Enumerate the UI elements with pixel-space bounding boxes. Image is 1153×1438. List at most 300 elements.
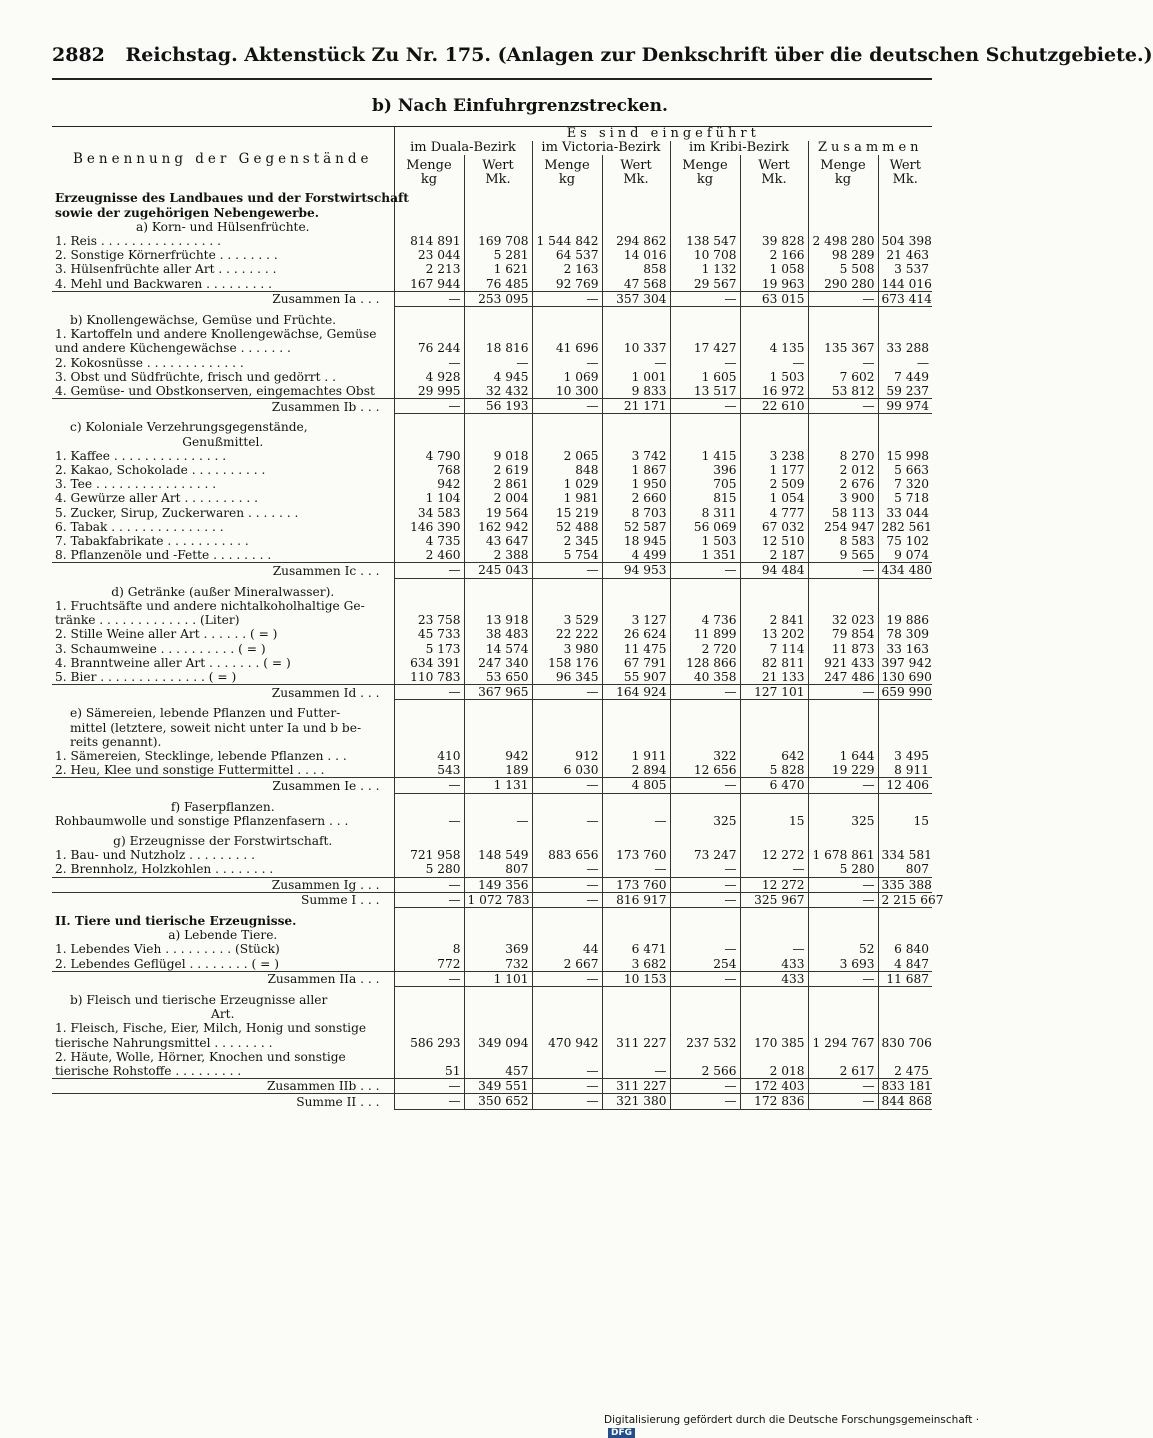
quantity-cell: 1 351 [670, 548, 740, 563]
quantity-cell [532, 327, 602, 341]
quantity-cell: 40 358 [670, 670, 740, 685]
value-cell [464, 721, 532, 735]
quantity-cell: 2 065 [532, 449, 602, 463]
value-cell [464, 993, 532, 1007]
quantity-cell [808, 599, 878, 613]
quantity-cell: 4 736 [670, 613, 740, 627]
value-cell [464, 420, 532, 434]
quantity-cell: — [808, 1079, 878, 1094]
quantity-cell: 58 113 [808, 506, 878, 520]
quantity-cell [532, 599, 602, 613]
value-cell: 247 340 [464, 656, 532, 670]
quantity-cell: — [808, 971, 878, 986]
quantity-cell [808, 928, 878, 942]
quantity-cell: — [808, 778, 878, 793]
quantity-cell: 32 023 [808, 613, 878, 627]
row-label: c) Koloniale Verzehrungsgegenstände, [70, 420, 308, 435]
district-header: im Victoria-Bezirk [532, 141, 670, 155]
value-cell: 367 965 [464, 685, 532, 700]
quantity-cell [394, 993, 464, 1007]
total-row [52, 563, 932, 578]
value-cell: 334 581 [878, 848, 932, 862]
quantity-cell: 768 [394, 463, 464, 477]
quantity-cell: — [670, 685, 740, 700]
value-cell: 2 894 [602, 763, 670, 778]
value-cell [602, 435, 670, 449]
quantity-cell: 5 280 [394, 862, 464, 877]
value-cell: 75 102 [878, 534, 932, 548]
value-cell: 1 911 [602, 749, 670, 763]
quantity-cell: — [808, 399, 878, 414]
row-label: a) Korn- und Hülsenfrüchte. [135, 219, 310, 234]
value-cell: 170 385 [740, 1036, 808, 1050]
quantity-cell: 2 163 [532, 262, 602, 276]
district-header: im Duala-Bezirk [394, 141, 532, 155]
quantity-cell: 10 708 [670, 248, 740, 262]
value-cell: 321 380 [602, 1094, 670, 1109]
value-cell [878, 993, 932, 1007]
quantity-cell: 815 [670, 491, 740, 505]
quantity-cell [808, 735, 878, 749]
value-cell: 3 127 [602, 613, 670, 627]
table-head-group-row [52, 127, 932, 142]
value-cell: 2 841 [740, 613, 808, 627]
value-cell: 12 510 [740, 534, 808, 548]
quantity-cell [532, 220, 602, 234]
table-row [52, 548, 932, 563]
quantity-cell: 13 517 [670, 384, 740, 399]
row-label: Erzeugnisse des Landbaues und der Forstwirtschaft [55, 191, 409, 206]
value-cell: 14 016 [602, 248, 670, 262]
row-label: 1. Kaffee . . . . . . . . . . . . . . . [55, 448, 227, 463]
section-heading-row [52, 585, 932, 599]
quantity-cell [808, 834, 878, 848]
value-cell [464, 313, 532, 327]
table-row [52, 1036, 932, 1050]
table-row [52, 942, 932, 956]
quantity-cell [808, 1050, 878, 1064]
value-cell: 173 760 [602, 877, 670, 892]
quantity-cell: 8 [394, 942, 464, 956]
kg-unit-label: kg [558, 172, 576, 188]
value-cell: 4 945 [464, 370, 532, 384]
value-cell: 2 660 [602, 491, 670, 505]
section-heading-row [52, 1007, 932, 1021]
value-cell [740, 993, 808, 1007]
quantity-cell [670, 191, 740, 205]
quantity-cell [808, 313, 878, 327]
quantity-cell: 3 900 [808, 491, 878, 505]
table-row [52, 862, 932, 877]
row-label: mittel (letztere, soweit nicht unter Ia und b be- [70, 720, 362, 735]
row-label: 1. Lebendes Vieh . . . . . . . . . (Stück) [55, 942, 280, 957]
quantity-cell: 51 [394, 1064, 464, 1079]
total-label: Zusammen Ig . . . [52, 877, 394, 892]
value-cell [878, 834, 932, 848]
quantity-cell: — [808, 1094, 878, 1109]
total-label: Summe I . . . [52, 892, 394, 907]
value-cell: 1 131 [464, 778, 532, 793]
total-label: Zusammen Id . . . [52, 685, 394, 700]
footer [604, 1414, 1000, 1438]
value-cell: 10 153 [602, 971, 670, 986]
table-row [52, 599, 932, 613]
value-cell: 8 703 [602, 506, 670, 520]
quantity-cell: 98 289 [808, 248, 878, 262]
import-table [52, 126, 944, 1110]
value-cell: 1 101 [464, 971, 532, 986]
value-cell [602, 191, 670, 205]
quantity-cell: — [532, 1079, 602, 1094]
section-heading-row [52, 706, 932, 720]
row-label: 1. Fruchtsäfte und andere nichtalkoholhaltige Ge- [55, 598, 365, 613]
quantity-cell: — [532, 563, 602, 578]
value-cell: 7 320 [878, 477, 932, 491]
quantity-cell: — [394, 778, 464, 793]
value-cell: 59 237 [878, 384, 932, 399]
quantity-cell: — [394, 814, 464, 828]
table-row [52, 384, 932, 399]
table-row [52, 749, 932, 763]
value-cell [878, 220, 932, 234]
district-header: Zusammen [808, 141, 932, 155]
quantity-cell: 814 891 [394, 234, 464, 248]
value-cell [878, 928, 932, 942]
value-cell: 9 074 [878, 548, 932, 563]
value-cell: 245 043 [464, 563, 532, 578]
quantity-cell [808, 220, 878, 234]
value-cell: 2 215 667 [878, 892, 932, 907]
row-label: 2. Lebendes Geflügel . . . . . . . . ( = ) [55, 956, 279, 971]
quantity-cell: — [394, 971, 464, 986]
quantity-cell [532, 1021, 602, 1035]
quantity-cell: — [670, 1094, 740, 1109]
value-cell: 5 718 [878, 491, 932, 505]
quantity-cell: 5 508 [808, 262, 878, 276]
value-cell: 33 044 [878, 506, 932, 520]
quantity-cell: — [532, 778, 602, 793]
value-cell: 22 610 [740, 399, 808, 414]
quantity-cell [394, 599, 464, 613]
value-cell [740, 834, 808, 848]
section-heading-row [52, 220, 932, 234]
quantity-cell: 45 733 [394, 627, 464, 641]
quantity-cell: 110 783 [394, 670, 464, 685]
value-cell [602, 914, 670, 928]
section-subtitle: b) Nach Einfuhrgrenzstrecken. [372, 96, 668, 116]
row-label: 1. Bau- und Nutzholz . . . . . . . . . [55, 848, 256, 863]
row-label: 2. Kokosnüsse . . . . . . . . . . . . . [55, 355, 244, 370]
footer-text: Digitalisierung gefördert durch die Deutsche Forschungsgemeinschaft · [604, 1414, 980, 1426]
quantity-cell [532, 993, 602, 1007]
quantity-cell: 1 029 [532, 477, 602, 491]
value-cell [464, 599, 532, 613]
quantity-cell: 8 583 [808, 534, 878, 548]
menge-header-label: Menge [544, 158, 590, 174]
value-cell [602, 1007, 670, 1021]
quantity-cell: 19 229 [808, 763, 878, 778]
row-label: Art. [211, 1007, 235, 1022]
quantity-cell: 543 [394, 763, 464, 778]
value-cell: 11 475 [602, 642, 670, 656]
row-label: 5. Bier . . . . . . . . . . . . . . ( = ) [55, 669, 237, 684]
total-label: Zusammen Ib . . . [52, 399, 394, 414]
table-row [52, 670, 932, 685]
table-row [52, 957, 932, 972]
value-cell [740, 1050, 808, 1064]
value-cell: 2 619 [464, 463, 532, 477]
section-heading-row [52, 993, 932, 1007]
section-heading-row [52, 313, 932, 327]
value-cell: 67 791 [602, 656, 670, 670]
quantity-cell: 53 812 [808, 384, 878, 399]
row-label: 8. Pflanzenöle und -Fette . . . . . . . . [55, 548, 272, 563]
page-number: 2882 [52, 44, 105, 66]
quantity-cell: 705 [670, 477, 740, 491]
value-cell: 294 862 [602, 234, 670, 248]
quantity-cell: 254 947 [808, 520, 878, 534]
quantity-cell: 135 367 [808, 341, 878, 355]
row-label: 3. Tee . . . . . . . . . . . . . . . . [55, 477, 217, 492]
value-cell [740, 585, 808, 599]
column-label-header: Benennung der Gegenstände [52, 127, 394, 192]
quantity-cell: 921 433 [808, 656, 878, 670]
quantity-cell [532, 735, 602, 749]
value-cell [878, 585, 932, 599]
total-row [52, 1094, 932, 1109]
quantity-cell: 2 566 [670, 1064, 740, 1079]
row-label: b) Knollengewächse, Gemüse und Früchte. [70, 313, 337, 328]
menge-unit-header [532, 155, 602, 191]
quantity-cell [670, 800, 740, 814]
wert-unit-header [878, 155, 932, 191]
kg-unit-label: kg [834, 172, 852, 188]
value-cell: 830 706 [878, 1036, 932, 1050]
value-cell: 169 708 [464, 234, 532, 248]
value-cell: 434 480 [878, 563, 932, 578]
value-cell: 3 495 [878, 749, 932, 763]
row-label: tränke . . . . . . . . . . . . . (Liter) [55, 613, 240, 628]
row-label: 4. Mehl und Backwaren . . . . . . . . . [55, 276, 272, 291]
value-cell: 357 304 [602, 291, 670, 306]
quantity-cell [670, 599, 740, 613]
quantity-cell [808, 993, 878, 1007]
value-cell: 732 [464, 957, 532, 972]
quantity-cell: 44 [532, 942, 602, 956]
quantity-cell: 912 [532, 749, 602, 763]
quantity-cell: — [670, 892, 740, 907]
value-cell: 172 836 [740, 1094, 808, 1109]
quantity-cell: — [808, 291, 878, 306]
quantity-cell [394, 914, 464, 928]
value-cell: 3 238 [740, 449, 808, 463]
value-cell: 7 114 [740, 642, 808, 656]
value-cell: 3 742 [602, 449, 670, 463]
value-cell: 659 990 [878, 685, 932, 700]
quantity-cell: 3 980 [532, 642, 602, 656]
quantity-cell: 12 656 [670, 763, 740, 778]
quantity-cell: 883 656 [532, 848, 602, 862]
row-label: 1. Reis . . . . . . . . . . . . . . . . [55, 234, 222, 249]
value-cell: 33 288 [878, 341, 932, 355]
value-cell [602, 928, 670, 942]
table-row [52, 277, 932, 292]
value-cell [464, 800, 532, 814]
row-label: 5. Zucker, Sirup, Zuckerwaren . . . . . . . [55, 505, 299, 520]
value-cell: 2 388 [464, 548, 532, 563]
value-cell [464, 1021, 532, 1035]
value-cell: 833 181 [878, 1079, 932, 1094]
value-cell [878, 800, 932, 814]
quantity-cell: 2 498 280 [808, 234, 878, 248]
row-label: 1. Sämereien, Stecklinge, lebende Pflanzen . . . [55, 748, 347, 763]
quantity-cell: — [532, 685, 602, 700]
quantity-cell: — [670, 778, 740, 793]
quantity-cell: — [670, 291, 740, 306]
total-row [52, 291, 932, 306]
value-cell [740, 1021, 808, 1035]
value-cell: 13 918 [464, 613, 532, 627]
total-row [52, 877, 932, 892]
row-label: 2. Kakao, Schokolade . . . . . . . . . . [55, 463, 266, 478]
row-label: a) Lebende Tiere. [168, 928, 278, 943]
quantity-cell: 11 873 [808, 642, 878, 656]
wert-unit-header [740, 155, 808, 191]
quantity-cell: 2 012 [808, 463, 878, 477]
quantity-cell [532, 313, 602, 327]
quantity-cell [532, 435, 602, 449]
district-header: im Kribi-Bezirk [670, 141, 808, 155]
value-cell: 19 564 [464, 506, 532, 520]
value-cell: 844 868 [878, 1094, 932, 1109]
quantity-cell: 325 [670, 814, 740, 828]
quantity-cell: — [808, 356, 878, 370]
value-cell: 16 972 [740, 384, 808, 399]
quantity-cell: 23 758 [394, 613, 464, 627]
total-row [52, 971, 932, 986]
value-cell: 335 388 [878, 877, 932, 892]
wert-unit-header [464, 155, 532, 191]
value-cell [602, 420, 670, 434]
quantity-cell: — [532, 971, 602, 986]
total-row [52, 778, 932, 793]
quantity-cell: — [808, 685, 878, 700]
quantity-cell: 325 [808, 814, 878, 828]
value-cell [464, 834, 532, 848]
quantity-cell: 4 735 [394, 534, 464, 548]
quantity-cell: — [808, 892, 878, 907]
kg-unit-label: kg [420, 172, 438, 188]
quantity-cell [670, 206, 740, 220]
value-cell: 15 998 [878, 449, 932, 463]
quantity-cell: — [532, 862, 602, 877]
value-cell: 9 018 [464, 449, 532, 463]
table-row [52, 449, 932, 463]
quantity-cell: 5 173 [394, 642, 464, 656]
value-cell: 3 537 [878, 262, 932, 276]
value-cell [878, 191, 932, 205]
value-cell [602, 800, 670, 814]
value-cell: 433 [740, 957, 808, 972]
quantity-cell: — [532, 892, 602, 907]
value-cell: 11 687 [878, 971, 932, 986]
value-cell: 5 828 [740, 763, 808, 778]
value-cell: 148 549 [464, 848, 532, 862]
value-cell: 1 058 [740, 262, 808, 276]
value-cell: 38 483 [464, 627, 532, 641]
quantity-cell [808, 420, 878, 434]
value-cell: — [878, 356, 932, 370]
row-label: reits genannt). [70, 734, 162, 749]
page-header [52, 44, 1153, 66]
quantity-cell: — [394, 399, 464, 414]
value-cell: — [602, 356, 670, 370]
quantity-cell: 4 928 [394, 370, 464, 384]
header-rule [52, 78, 932, 80]
value-cell [740, 706, 808, 720]
value-cell: 63 015 [740, 291, 808, 306]
value-cell: 18 816 [464, 341, 532, 355]
total-row [52, 685, 932, 700]
value-cell [740, 721, 808, 735]
quantity-cell: 96 345 [532, 670, 602, 685]
value-cell: 53 650 [464, 670, 532, 685]
quantity-cell [394, 721, 464, 735]
total-label: Zusammen IIb . . . [52, 1079, 394, 1094]
quantity-cell: 1 415 [670, 449, 740, 463]
row-label: 3. Schaumweine . . . . . . . . . . ( = ) [55, 641, 266, 656]
quantity-cell: — [394, 291, 464, 306]
value-cell [464, 585, 532, 599]
table-row [52, 848, 932, 862]
table-row [52, 491, 932, 505]
quantity-cell: 6 030 [532, 763, 602, 778]
value-cell [464, 928, 532, 942]
value-cell: 1 867 [602, 463, 670, 477]
table-row [52, 627, 932, 641]
value-cell [602, 206, 670, 220]
quantity-cell [670, 834, 740, 848]
quantity-cell: — [532, 356, 602, 370]
quantity-cell [532, 800, 602, 814]
value-cell: 7 449 [878, 370, 932, 384]
table-row [52, 520, 932, 534]
total-label: Zusammen Ia . . . [52, 291, 394, 306]
page-header-title: Reichstag. Aktenstück Zu Nr. 175. (Anlagen zur Denkschrift über die deutschen Schutzgebiete.) [125, 44, 1153, 66]
quantity-cell [808, 191, 878, 205]
row-label: 3. Hülsenfrüchte aller Art . . . . . . . . [55, 262, 277, 277]
value-cell: 1 177 [740, 463, 808, 477]
value-cell [602, 313, 670, 327]
value-cell: 99 974 [878, 399, 932, 414]
value-cell [878, 206, 932, 220]
kg-unit-label: kg [696, 172, 714, 188]
value-cell: 1 621 [464, 262, 532, 276]
quantity-cell: — [394, 356, 464, 370]
value-cell: — [740, 942, 808, 956]
value-cell [602, 1050, 670, 1064]
quantity-cell [670, 220, 740, 234]
value-cell: 26 624 [602, 627, 670, 641]
table-row [52, 656, 932, 670]
value-cell: 816 917 [602, 892, 670, 907]
row-label: tierische Nahrungsmittel . . . . . . . . [55, 1035, 273, 1050]
quantity-cell: 396 [670, 463, 740, 477]
mk-unit-label: Mk. [761, 172, 787, 188]
value-cell: 6 840 [878, 942, 932, 956]
value-cell: 2 004 [464, 491, 532, 505]
quantity-cell: 3 529 [532, 613, 602, 627]
